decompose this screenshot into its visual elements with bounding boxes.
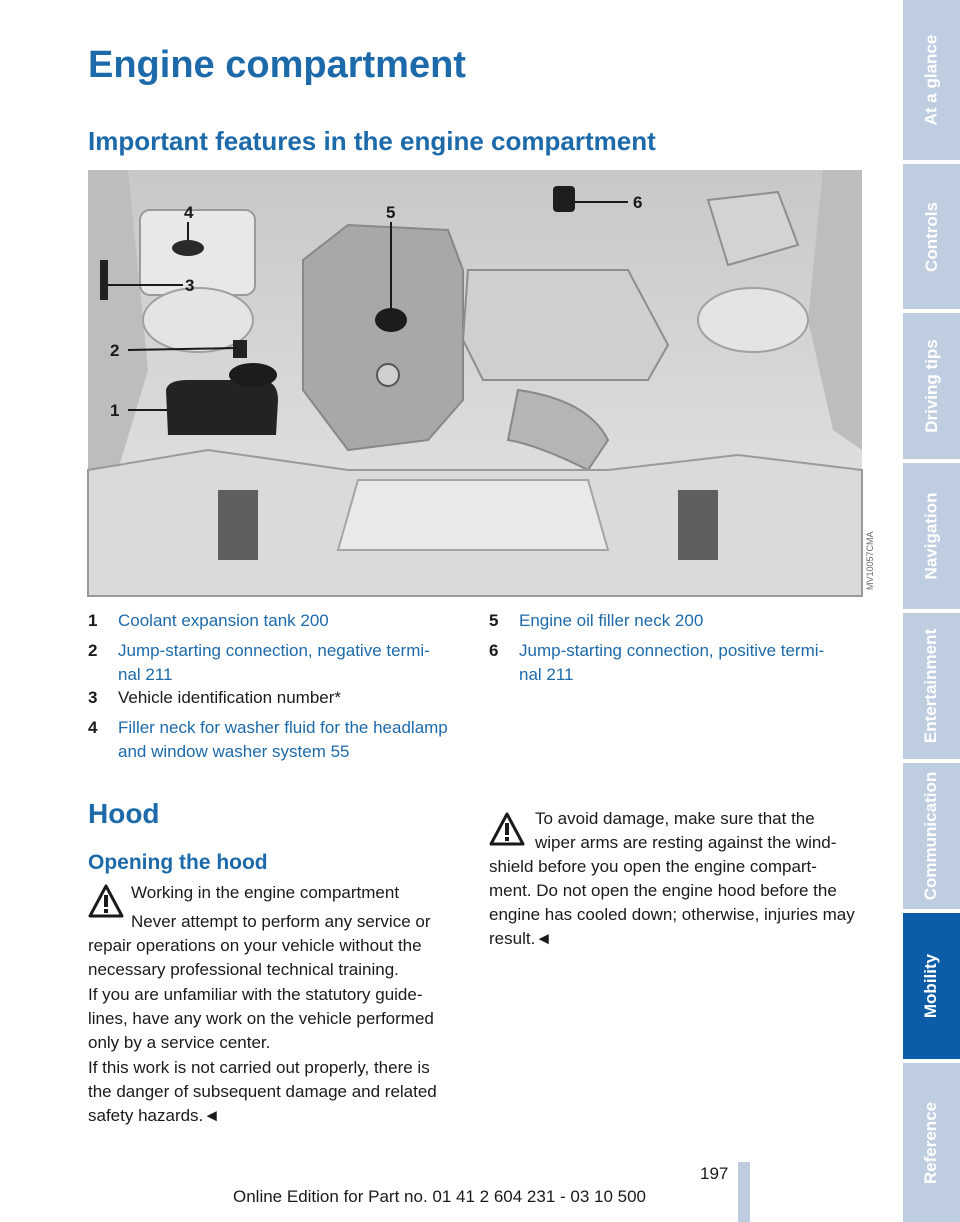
- legend-text[interactable]: Coolant expansion tank 200: [118, 611, 329, 630]
- warning-line-2: repair operations on your vehicle without the: [88, 936, 422, 955]
- tab-label: At a glance: [921, 34, 941, 126]
- warning-line-3: necessary professional technical training.: [88, 960, 399, 979]
- warning-line: To avoid damage, make sure that the: [535, 809, 815, 828]
- paragraph-line: If this work is not carried out properly, there is: [88, 1058, 430, 1077]
- paragraph-line: the danger of subsequent damage and related: [88, 1082, 437, 1101]
- section-subtitle: Important features in the engine compartment: [88, 126, 656, 156]
- figure-code: MV10057CMA: [865, 531, 875, 590]
- tab-reference[interactable]: [903, 1063, 960, 1222]
- legend-num: 2: [88, 641, 98, 660]
- legend-link[interactable]: [519, 639, 824, 687]
- callout-1: 1: [110, 401, 120, 420]
- callout-3: 3: [185, 276, 195, 295]
- tab-at-a-glance[interactable]: [903, 0, 960, 160]
- chapter-tabs: [903, 0, 960, 1222]
- warning-line: result.◄: [489, 929, 553, 948]
- page-title: Engine compartment: [88, 44, 466, 86]
- warning-line: wiper arms are resting against the wind-: [535, 833, 837, 852]
- callout-5: 5: [386, 203, 396, 222]
- legend-item-6: [489, 639, 824, 687]
- legend-item-4: [88, 716, 448, 764]
- legend-text[interactable]: Engine oil filler neck 200: [519, 611, 704, 630]
- callout-4: 4: [184, 203, 194, 222]
- tab-label: Reference: [921, 1101, 941, 1184]
- warning-line-1: Never attempt to perform any service or: [131, 912, 431, 931]
- tab-entertainment[interactable]: [903, 613, 960, 759]
- legend-num: 4: [88, 718, 98, 737]
- legend-text: Jump-starting connection, positive termi-: [519, 641, 825, 660]
- tab-label: Driving tips: [921, 339, 941, 433]
- tab-navigation[interactable]: [903, 463, 960, 609]
- legend-num: 5: [489, 611, 499, 630]
- tab-label: Mobility: [921, 953, 941, 1019]
- warning-icon: [489, 812, 525, 846]
- subheading-opening-hood: Opening the hood: [88, 851, 268, 874]
- tab-label: Entertainment: [921, 628, 941, 744]
- legend-text-cont: and window washer system 55: [118, 742, 350, 761]
- page-marker-bar: [738, 1162, 750, 1222]
- legend-num: 6: [489, 641, 499, 660]
- paragraph-line: safety hazards.◄: [88, 1106, 221, 1125]
- legend-item-1: [88, 609, 329, 633]
- paragraph-line: only by a service center.: [88, 1033, 271, 1052]
- legend-num: 3: [88, 688, 98, 707]
- tab-driving-tips[interactable]: [903, 313, 960, 459]
- warning-line: engine has cooled down; otherwise, injuries may: [489, 905, 855, 924]
- tab-label: Controls: [921, 201, 941, 272]
- legend-item-5: [489, 609, 703, 633]
- legend-text: Vehicle identification number*: [118, 688, 342, 707]
- legend-num: 1: [88, 611, 98, 630]
- paragraph-line: If you are unfamiliar with the statutory guide-: [88, 985, 423, 1004]
- legend-text: Filler neck for washer fluid for the headlamp: [118, 718, 448, 737]
- engine-compartment-photo: [88, 170, 875, 596]
- section-heading-hood: Hood: [88, 798, 160, 829]
- legend-item-2: [88, 639, 430, 687]
- callout-6: 6: [633, 193, 643, 212]
- tab-mobility[interactable]: [903, 913, 960, 1059]
- legend-text-cont: nal 211: [519, 665, 574, 684]
- footer-edition: Online Edition for Part no. 01 41 2 604 231 - 03 10 500: [233, 1187, 647, 1206]
- legend-text-cont: nal 211: [118, 665, 173, 684]
- warning-icon: [88, 884, 124, 918]
- page-number: 197: [700, 1164, 729, 1183]
- callout-2: 2: [110, 341, 120, 360]
- warning-title: Working in the engine compartment: [131, 883, 400, 902]
- tab-controls[interactable]: [903, 164, 960, 309]
- legend-item-3: [88, 686, 341, 710]
- legend-link[interactable]: [118, 716, 448, 764]
- warning-line: shield before you open the engine compart-: [489, 857, 817, 876]
- paragraph-line: lines, have any work on the vehicle performed: [88, 1009, 434, 1028]
- legend-text: Jump-starting connection, negative termi-: [118, 641, 430, 660]
- legend-link[interactable]: [118, 639, 430, 687]
- tab-communication[interactable]: [903, 763, 960, 909]
- tab-label: Communication: [921, 771, 941, 901]
- warning-line: ment. Do not open the engine hood before the: [489, 881, 837, 900]
- tab-label: Navigation: [921, 492, 941, 580]
